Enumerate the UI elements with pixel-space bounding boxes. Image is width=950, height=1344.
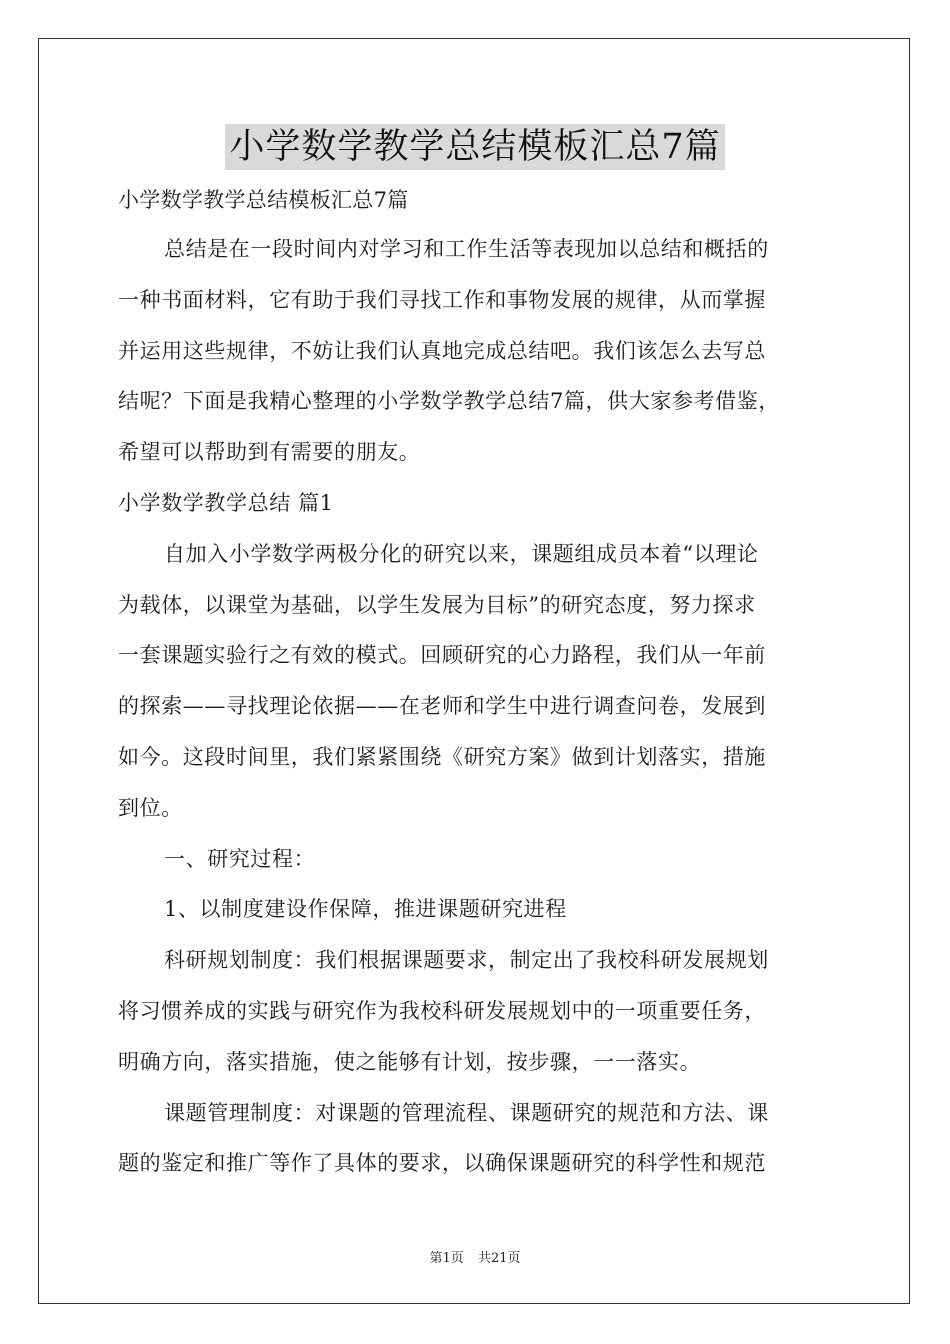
paragraph-line: 总结是在一段时间内对学习和工作生活等表现加以总结和概括的	[164, 237, 769, 261]
paragraph-line: 并运用这些规律，不妨让我们认真地完成总结吧。我们该怎么去写总	[118, 338, 766, 363]
paragraph-line: 一套课题实验行之有效的模式。回顾研究的心力路程，我们从一年前	[118, 643, 766, 668]
subheading-line: 1、以制度建设作保障，推进课题研究进程	[164, 897, 567, 922]
paragraph-line: 课题管理制度：对课题的管理流程、课题研究的规范和方法、课	[164, 1100, 769, 1125]
paragraph-line: 为载体，以课堂为基础，以学生发展为目标”的研究态度，努力探求	[118, 592, 756, 617]
paragraph-line: 将习惯养成的实践与研究作为我校科研发展规划中的一项重要任务，	[118, 998, 766, 1023]
paragraph-line: 一种书面材料，它有助于我们寻找工作和事物发展的规律，从而掌握	[118, 287, 766, 312]
page-total: 共21页	[477, 1251, 521, 1266]
document-title: 小学数学教学总结模板汇总7篇	[225, 124, 724, 170]
page-footer	[0, 1247, 950, 1266]
paragraph-line: 科研规划制度：我们根据课题要求，制定出了我校科研发展规划	[164, 948, 769, 973]
paragraph-line: 结呢？下面是我精心整理的小学数学教学总结7篇，供大家参考借鉴，	[118, 389, 780, 414]
paragraph-line: 明确方向，落实措施，使之能够有计划，按步骤，一一落实。	[118, 1049, 702, 1074]
paragraph-line: 希望可以帮助到有需要的朋友。	[118, 440, 421, 465]
section-heading: 小学数学教学总结 篇1	[118, 490, 334, 515]
paragraph-line: 题的鉴定和推广等作了具体的要求，以确保课题研究的科学性和规范	[118, 1151, 766, 1176]
document-body	[118, 176, 838, 1189]
page-number: 第1页	[429, 1251, 464, 1266]
paragraph-line: 的探索——寻找理论依据——在老师和学生中进行调查问卷，发展到	[118, 694, 766, 719]
paragraph-line: 到位。	[118, 795, 183, 820]
subheading-line: 一、研究过程：	[164, 846, 316, 871]
subtitle-line: 小学数学教学总结模板汇总7篇	[118, 188, 409, 212]
title-container	[0, 124, 950, 170]
paragraph-line: 如今。这段时间里，我们紧紧围绕《研究方案》做到计划落实，措施	[118, 744, 766, 769]
paragraph-line: 自加入小学数学两极分化的研究以来，课题组成员本着“以理论	[164, 541, 759, 566]
